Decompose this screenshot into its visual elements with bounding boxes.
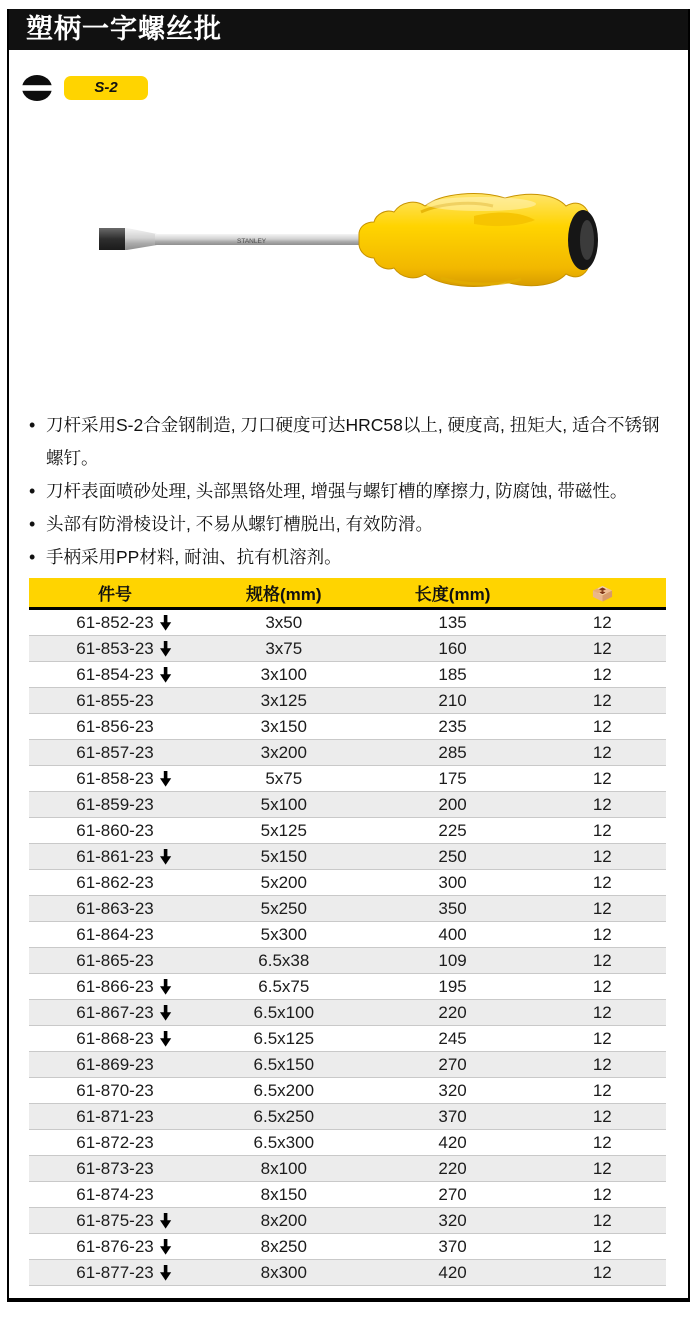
down-arrow-icon (159, 771, 172, 787)
part-cell (29, 1130, 201, 1156)
qty-cell: 12 (539, 974, 666, 1000)
feature-text: 刀杆采用S-2合金钢制造, 刀口硬度可达HRC58以上, 硬度高, 扭矩大, 适合不锈钢螺钉。 (46, 415, 660, 468)
part-cell (29, 974, 201, 1000)
down-arrow-icon (159, 1213, 172, 1229)
part-cell (29, 818, 201, 844)
part-cell (29, 948, 201, 974)
length-cell: 250 (367, 844, 539, 870)
spec-cell: 8x200 (201, 1208, 367, 1234)
part-cell (29, 1234, 201, 1260)
down-arrow-icon (159, 849, 172, 865)
qty-cell: 12 (539, 1156, 666, 1182)
col-header-qty (539, 578, 666, 609)
part-cell (29, 1078, 201, 1104)
feature-list (29, 409, 671, 574)
table-body (29, 609, 666, 1286)
length-cell: 185 (367, 662, 539, 688)
spec-cell: 6.5x75 (201, 974, 367, 1000)
part-number: 61-866-23 (76, 976, 154, 996)
part-cell (29, 766, 201, 792)
end-cap-inner (580, 220, 594, 260)
feature-item (29, 475, 671, 508)
feature-item (29, 508, 671, 541)
part-cell (29, 844, 201, 870)
spec-cell: 6.5x125 (201, 1026, 367, 1052)
part-number: 61-852-23 (76, 612, 154, 632)
table-row (29, 1156, 666, 1182)
qty-cell: 12 (539, 662, 666, 688)
table-row (29, 818, 666, 844)
table-row (29, 609, 666, 636)
part-cell (29, 740, 201, 766)
table-row (29, 636, 666, 662)
table-row (29, 1026, 666, 1052)
table-row (29, 948, 666, 974)
part-number: 61-855-23 (76, 690, 154, 710)
part-cell (29, 870, 201, 896)
part-number: 61-868-23 (76, 1028, 154, 1048)
table-row (29, 662, 666, 688)
bullet-icon: • (29, 481, 36, 501)
carton-box-icon (591, 583, 614, 603)
table-row (29, 1130, 666, 1156)
length-cell: 235 (367, 714, 539, 740)
table-row (29, 974, 666, 1000)
spec-cell: 6.5x300 (201, 1130, 367, 1156)
part-cell (29, 1052, 201, 1078)
spec-cell: 6.5x38 (201, 948, 367, 974)
table-row (29, 870, 666, 896)
part-cell (29, 792, 201, 818)
length-cell: 420 (367, 1260, 539, 1286)
qty-cell: 12 (539, 818, 666, 844)
qty-cell: 12 (539, 1078, 666, 1104)
part-cell (29, 1026, 201, 1052)
length-cell: 245 (367, 1026, 539, 1052)
screwdriver-product-image (69, 182, 601, 304)
spec-cell: 3x125 (201, 688, 367, 714)
length-cell: 195 (367, 974, 539, 1000)
qty-cell: 12 (539, 1234, 666, 1260)
shaft-brand-text: STANLEY (237, 238, 267, 245)
qty-cell: 12 (539, 714, 666, 740)
col-header-spec: 规格(mm) (201, 578, 367, 609)
part-number: 61-872-23 (76, 1132, 154, 1152)
qty-cell: 12 (539, 1026, 666, 1052)
length-cell: 109 (367, 948, 539, 974)
qty-cell: 12 (539, 1130, 666, 1156)
qty-cell: 12 (539, 609, 666, 636)
length-cell: 175 (367, 766, 539, 792)
spec-cell: 5x150 (201, 844, 367, 870)
part-cell (29, 688, 201, 714)
table-row (29, 740, 666, 766)
table-row (29, 1104, 666, 1130)
part-cell (29, 1260, 201, 1286)
part-cell (29, 1000, 201, 1026)
spec-cell: 5x125 (201, 818, 367, 844)
spec-cell: 6.5x100 (201, 1000, 367, 1026)
length-cell: 285 (367, 740, 539, 766)
table-row (29, 1182, 666, 1208)
length-cell: 320 (367, 1078, 539, 1104)
bullet-icon: • (29, 514, 36, 534)
page-title: 塑柄一字螺丝批 (9, 9, 688, 50)
col-header-part: 件号 (29, 578, 201, 609)
spec-cell: 3x75 (201, 636, 367, 662)
qty-cell: 12 (539, 636, 666, 662)
feature-text: 头部有防滑棱设计, 不易从螺钉槽脱出, 有效防滑。 (46, 514, 433, 534)
part-number: 61-869-23 (76, 1054, 154, 1074)
table-row (29, 1000, 666, 1026)
part-number: 61-873-23 (76, 1158, 154, 1178)
length-cell: 225 (367, 818, 539, 844)
spec-cell: 8x150 (201, 1182, 367, 1208)
part-number: 61-864-23 (76, 924, 154, 944)
spec-cell: 8x100 (201, 1156, 367, 1182)
spec-cell: 6.5x150 (201, 1052, 367, 1078)
spec-cell: 6.5x250 (201, 1104, 367, 1130)
table-row (29, 1052, 666, 1078)
feature-item (29, 409, 671, 475)
down-arrow-icon (159, 979, 172, 995)
qty-cell: 12 (539, 844, 666, 870)
table-row (29, 792, 666, 818)
part-number: 61-870-23 (76, 1080, 154, 1100)
down-arrow-icon (159, 1031, 172, 1047)
tip-type-row (21, 74, 688, 102)
qty-cell: 12 (539, 1052, 666, 1078)
length-cell: 270 (367, 1052, 539, 1078)
part-number: 61-876-23 (76, 1236, 154, 1256)
part-cell (29, 636, 201, 662)
length-cell: 350 (367, 896, 539, 922)
spec-cell: 3x150 (201, 714, 367, 740)
down-arrow-icon (159, 1239, 172, 1255)
spec-cell: 3x50 (201, 609, 367, 636)
spec-cell: 5x100 (201, 792, 367, 818)
qty-cell: 12 (539, 1000, 666, 1026)
col-header-length: 长度(mm) (367, 578, 539, 609)
part-number: 61-875-23 (76, 1210, 154, 1230)
part-number: 61-871-23 (76, 1106, 154, 1126)
table-row (29, 714, 666, 740)
table-row (29, 922, 666, 948)
down-arrow-icon (159, 641, 172, 657)
spec-cell: 3x200 (201, 740, 367, 766)
length-cell: 320 (367, 1208, 539, 1234)
bullet-icon: • (29, 547, 36, 567)
part-cell (29, 662, 201, 688)
spec-cell: 5x300 (201, 922, 367, 948)
qty-cell: 12 (539, 766, 666, 792)
slotted-tip-icon (21, 74, 53, 102)
table-row (29, 1208, 666, 1234)
part-number: 61-877-23 (76, 1262, 154, 1282)
handle-highlight (426, 197, 536, 211)
length-cell: 300 (367, 870, 539, 896)
table-row (29, 844, 666, 870)
part-cell (29, 1208, 201, 1234)
down-arrow-icon (159, 1265, 172, 1281)
qty-cell: 12 (539, 1260, 666, 1286)
table-row (29, 896, 666, 922)
qty-cell: 12 (539, 896, 666, 922)
part-number: 61-874-23 (76, 1184, 154, 1204)
spec-table (29, 578, 666, 1286)
spec-cell: 5x75 (201, 766, 367, 792)
feature-text: 刀杆表面喷砂处理, 头部黑铬处理, 增强与螺钉槽的摩擦力, 防腐蚀, 带磁性。 (46, 481, 628, 501)
part-cell (29, 1182, 201, 1208)
qty-cell: 12 (539, 1104, 666, 1130)
qty-cell: 12 (539, 870, 666, 896)
table-row (29, 1234, 666, 1260)
qty-cell: 12 (539, 792, 666, 818)
spec-cell: 8x300 (201, 1260, 367, 1286)
part-cell (29, 922, 201, 948)
part-number: 61-867-23 (76, 1002, 154, 1022)
part-number: 61-854-23 (76, 664, 154, 684)
length-cell: 370 (367, 1104, 539, 1130)
steel-grade-badge: S-2 (64, 76, 148, 100)
down-arrow-icon (159, 1005, 172, 1021)
table-row (29, 688, 666, 714)
part-number: 61-857-23 (76, 742, 154, 762)
qty-cell: 12 (539, 740, 666, 766)
table-row (29, 1260, 666, 1286)
content-frame (7, 9, 690, 1302)
length-cell: 270 (367, 1182, 539, 1208)
table-header-row (29, 578, 666, 609)
qty-cell: 12 (539, 1182, 666, 1208)
length-cell: 200 (367, 792, 539, 818)
length-cell: 220 (367, 1000, 539, 1026)
part-number: 61-856-23 (76, 716, 154, 736)
part-number: 61-853-23 (76, 638, 154, 658)
length-cell: 420 (367, 1130, 539, 1156)
qty-cell: 12 (539, 688, 666, 714)
feature-text: 手柄采用PP材料, 耐油、抗有机溶剂。 (46, 547, 342, 567)
length-cell: 210 (367, 688, 539, 714)
part-number: 61-860-23 (76, 820, 154, 840)
length-cell: 220 (367, 1156, 539, 1182)
length-cell: 400 (367, 922, 539, 948)
black-chrome-tip (99, 228, 125, 250)
part-number: 61-863-23 (76, 898, 154, 918)
part-cell (29, 1104, 201, 1130)
table-row (29, 1078, 666, 1104)
part-cell (29, 1156, 201, 1182)
down-arrow-icon (159, 667, 172, 683)
spec-cell: 6.5x200 (201, 1078, 367, 1104)
part-cell (29, 896, 201, 922)
length-cell: 135 (367, 609, 539, 636)
length-cell: 160 (367, 636, 539, 662)
spec-cell: 5x250 (201, 896, 367, 922)
part-cell (29, 609, 201, 636)
bullet-icon: • (29, 415, 36, 435)
part-number: 61-861-23 (76, 846, 154, 866)
length-cell: 370 (367, 1234, 539, 1260)
qty-cell: 12 (539, 948, 666, 974)
down-arrow-icon (159, 615, 172, 631)
spec-cell: 3x100 (201, 662, 367, 688)
spec-cell: 5x200 (201, 870, 367, 896)
part-number: 61-865-23 (76, 950, 154, 970)
table-row (29, 766, 666, 792)
spec-cell: 8x250 (201, 1234, 367, 1260)
qty-cell: 12 (539, 1208, 666, 1234)
part-number: 61-862-23 (76, 872, 154, 892)
part-number: 61-858-23 (76, 768, 154, 788)
part-cell (29, 714, 201, 740)
feature-item (29, 541, 671, 574)
qty-cell: 12 (539, 922, 666, 948)
part-number: 61-859-23 (76, 794, 154, 814)
